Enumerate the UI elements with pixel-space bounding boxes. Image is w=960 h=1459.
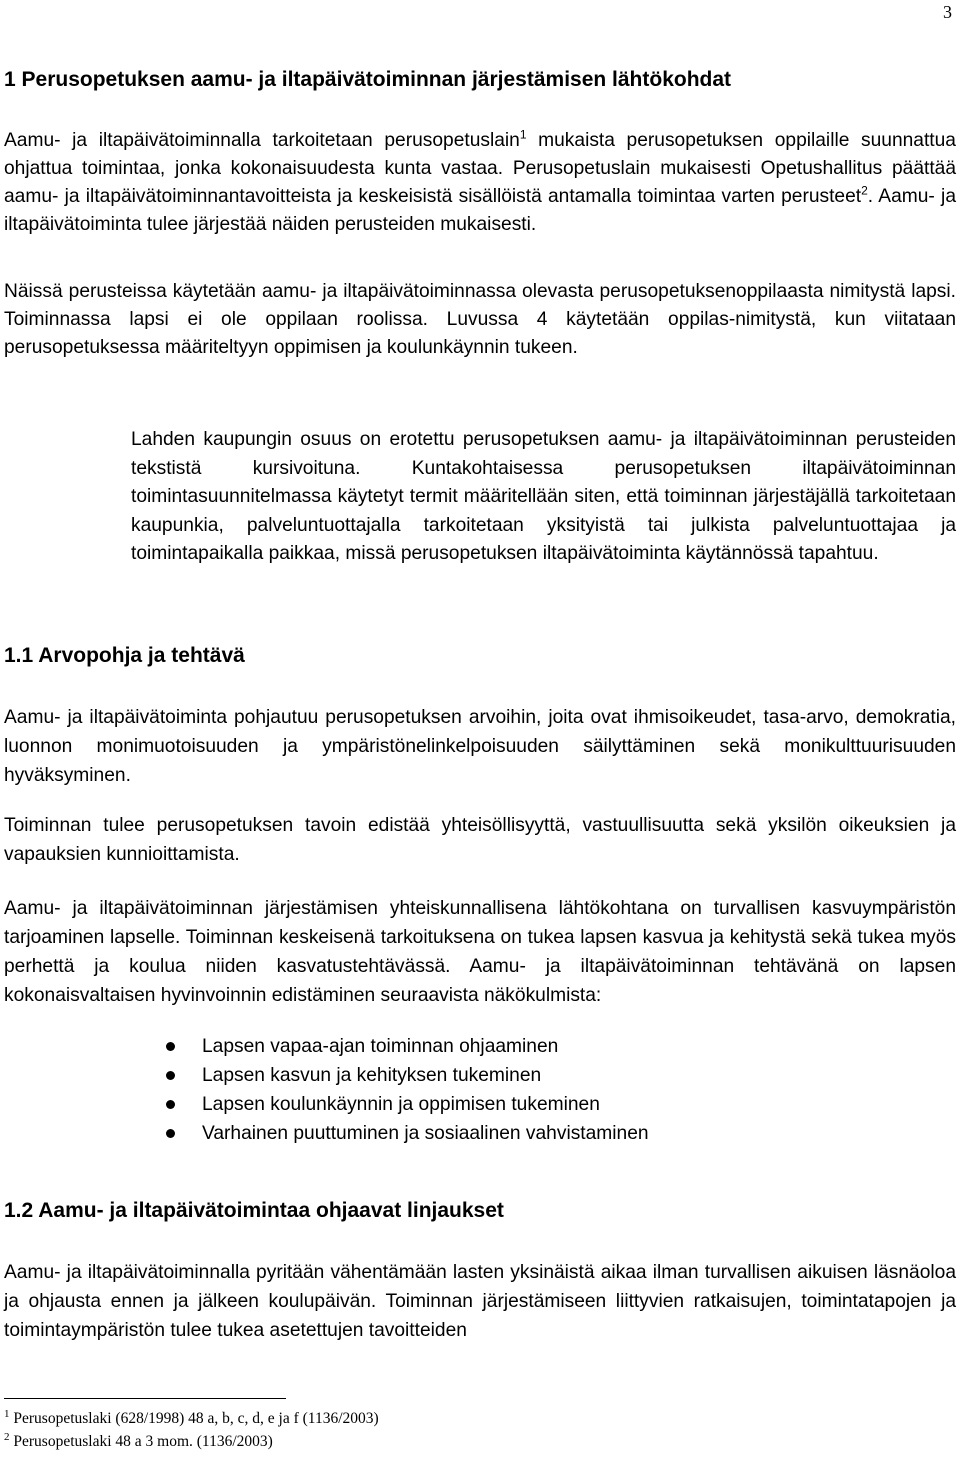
footnote-1: [4, 1409, 379, 1429]
paragraph-1-text-c: . Aamu- ja iltapäivätoiminta tulee järjestää näiden perusteiden mukaisesti.: [4, 186, 956, 235]
footnote-number: 1: [4, 1407, 10, 1420]
section-1-2-paragraph-1-block: [4, 1258, 956, 1345]
list-item: Lapsen vapaa-ajan toiminnan ohjaaminen: [4, 1032, 956, 1061]
section-1-2-heading-block: [4, 1198, 956, 1224]
bullet-list-block: [4, 1032, 956, 1148]
paragraph-1-text-a: Aamu- ja iltapäivätoiminnalla tarkoitetaan perusopetuslain: [4, 130, 520, 151]
bullet-icon: [166, 1071, 175, 1080]
paragraph-1-text-b: mukaista perusopetuksen oppilaille suunnattua ohjattua toimintaa, jonka kokonaisuudesta kunta vastaa. Perusopetuslain mukaisesti Opetushallitus päättää aamu- ja iltapäivätoiminnantavoitteista ja keskeisistä sisällöistä antamalla toimintaa varten perusteet: [4, 130, 956, 207]
section-1-paragraph-3-block: [131, 426, 956, 569]
section-1-1-paragraph-2: Toiminnan tulee perusopetuksen tavoin edistää yhteisöllisyyttä, vastuullisuutta sekä yksilön oikeuksien ja vapauksien kunnioittamista.: [4, 815, 956, 865]
bullet-icon: [166, 1042, 175, 1051]
footnote-ref-1: 1: [519, 127, 527, 142]
footnote-text: Perusopetuslaki (628/1998) 48 a, b, c, d, e ja f (1136/2003): [9, 1410, 379, 1427]
list-item: Varhainen puuttuminen ja sosiaalinen vahvistaminen: [4, 1119, 956, 1148]
section-1-paragraph-2-block: [4, 278, 956, 362]
section-1-1-paragraph-1-block: [4, 703, 956, 790]
bullet-icon: [166, 1129, 175, 1138]
section-1-2-heading: 1.2 Aamu- ja iltapäivätoimintaa ohjaavat linjaukset: [4, 1199, 504, 1222]
section-1-paragraph-1-block: [4, 127, 956, 239]
section-1-1-paragraph-3-block: [4, 894, 956, 1010]
footnote-2: [4, 1432, 273, 1452]
page-number: 3: [943, 2, 952, 22]
section-1-heading-block: [4, 67, 956, 93]
section-1-heading: 1 Perusopetuksen aamu- ja iltapäivätoiminnan järjestämisen lähtökohdat: [4, 68, 732, 91]
footnote-ref-2: 2: [861, 183, 868, 198]
footnote-text: Perusopetuslaki 48 a 3 mom. (1136/2003): [9, 1433, 273, 1450]
section-1-2-paragraph-1: Aamu- ja iltapäivätoiminnalla pyritään vähentämään lasten yksinäistä aikaa ilman turvallisen aikuisen läsnäoloa ja ohjausta ennen ja jälkeen koulupäivän. Toiminnan järjestämiseen liittyvien ratkaisujen, toimintatapojen ja toimintaympäristön tulee tukea asetettujen tavoitteiden: [4, 1262, 956, 1341]
section-1-1-paragraph-1: Aamu- ja iltapäivätoiminta pohjautuu perusopetuksen arvoihin, joita ovat ihmisoikeudet, tasa-arvo, demokratia, luonnon monimuotoisuuden ja ympäristönelinkelpoisuuden säilyttäminen sekä monikulttuurisuuden hyväksyminen.: [4, 707, 956, 786]
section-1-1-paragraph-2-block: [4, 811, 956, 869]
footnote-number: 2: [4, 1430, 10, 1443]
section-1-paragraph-1: [4, 127, 956, 239]
section-1-1-heading-block: [4, 643, 956, 669]
footnote-divider: [4, 1398, 286, 1399]
section-1-local-note-paragraph: Lahden kaupungin osuus on erotettu perusopetuksen aamu- ja iltapäivätoiminnan perusteiden tekstistä kursivoituna. Kuntakohtaisessa perusopetuksen iltapäivätoiminnan toimintasuunnitelmassa käytetyt termit määritellään siten, että toiminnan järjestäjällä tarkoitetaan kaupunkia, palveluntuottajalla tarkoitetaan yksityistä tai julkista palveluntuottajaa ja toimintapaikalla paikkaa, missä perusopetuksen iltapäivätoiminta käytännössä tapahtuu.: [131, 429, 956, 565]
list-item: Lapsen kasvun ja kehityksen tukeminen: [4, 1061, 956, 1090]
section-1-paragraph-2: Näissä perusteissa käytetään aamu- ja iltapäivätoiminnassa olevasta perusopetuksenoppilaasta nimitystä lapsi. Toiminnassa lapsi ei ole oppilaan roolissa. Luvussa 4 käytetään oppilas-nimitystä, kun viitataan perusopetuksessa määriteltyyn oppimisen ja koulunkäynnin tukeen.: [4, 281, 956, 358]
bullet-icon: [166, 1100, 175, 1109]
bullet-list: [4, 1032, 956, 1148]
section-1-1-paragraph-3: Aamu- ja iltapäivätoiminnan järjestämisen yhteiskunnallisena lähtökohtana on turvallisen kasvuympäristön tarjoaminen lapselle. Toiminnan keskeisenä tarkoituksena on tukea lapsen kasvua ja kehitystä sekä tukea myös perhettä ja koulua niiden kasvatustehtävässä. Aamu- ja iltapäivätoiminnan tehtävänä on lapsen kokonaisvaltaisen hyvinvoinnin edistäminen seuraavista näkökulmista:: [4, 898, 956, 1006]
section-1-1-heading: 1.1 Arvopohja ja tehtävä: [4, 644, 245, 667]
list-item: Lapsen koulunkäynnin ja oppimisen tukeminen: [4, 1090, 956, 1119]
